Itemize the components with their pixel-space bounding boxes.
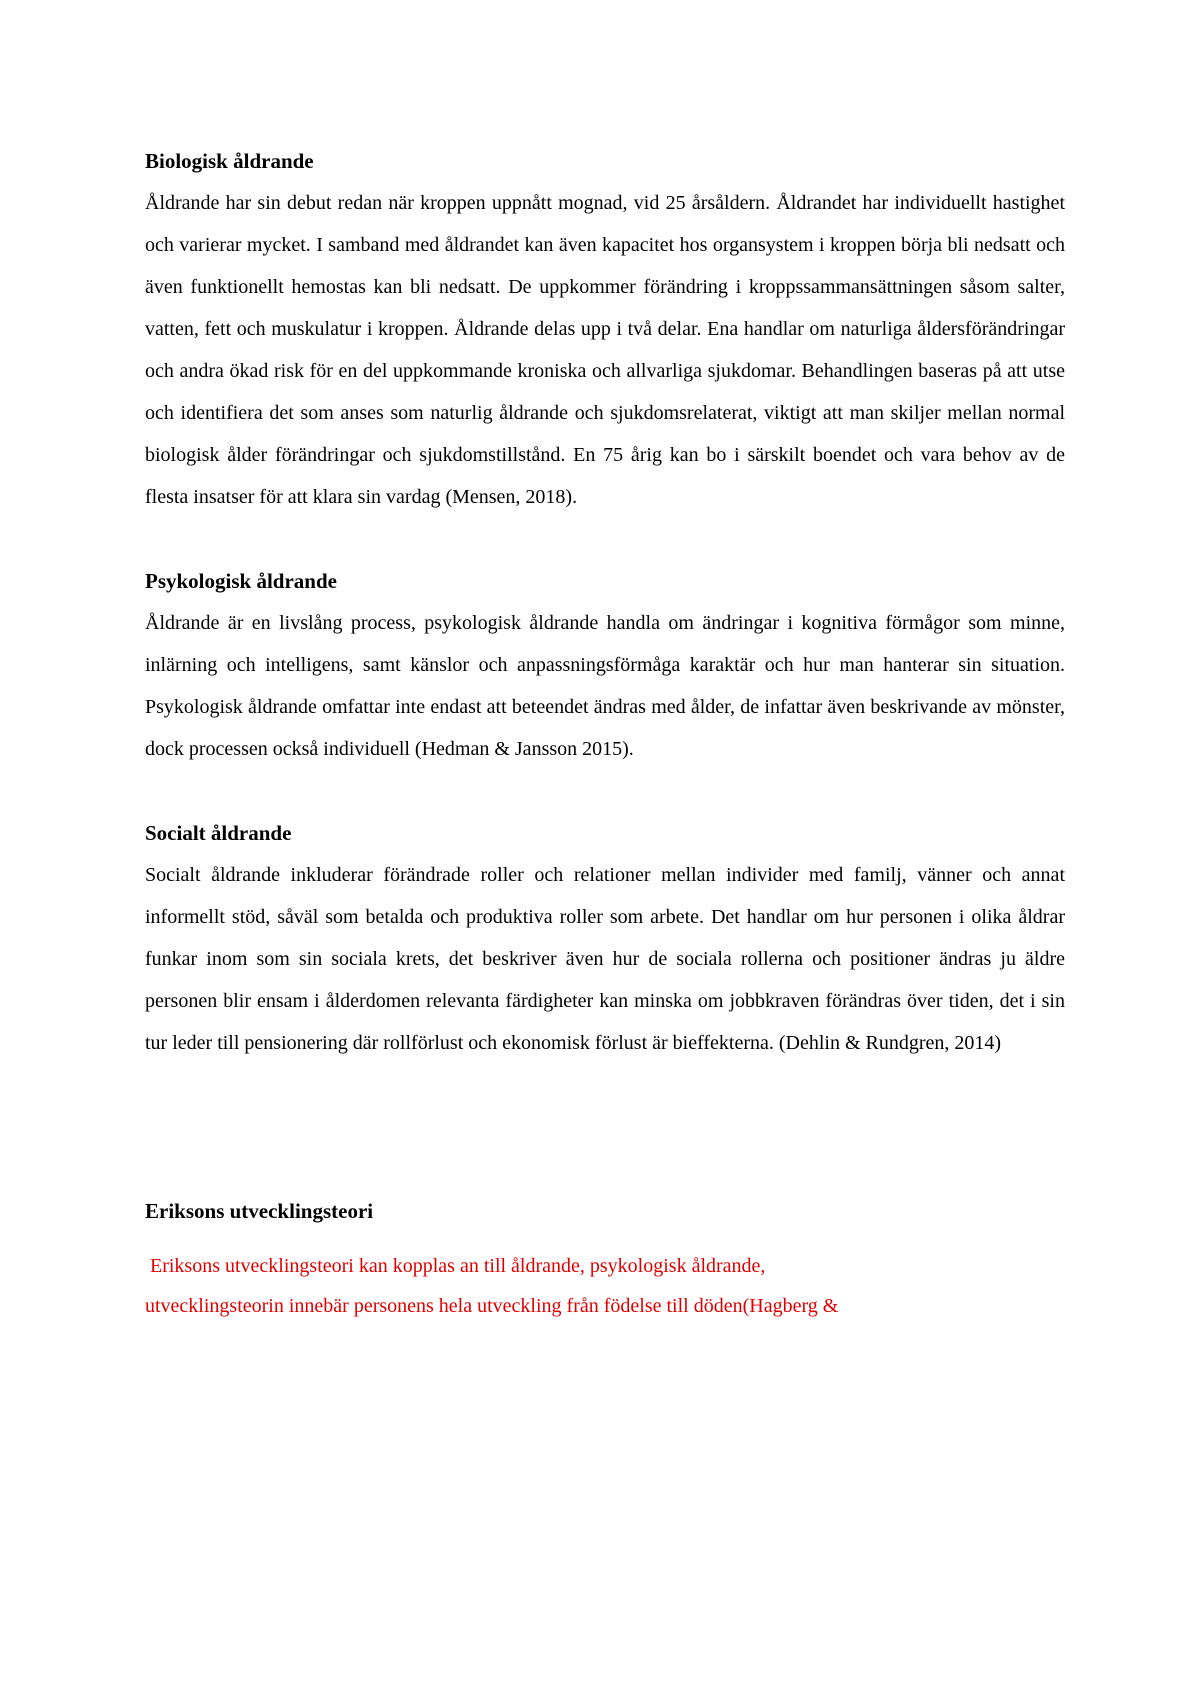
heading-eriksons-utvecklingsteori: Eriksons utvecklingsteori — [145, 1199, 374, 1223]
spacer — [145, 518, 1065, 560]
paragraph-eriksons-line-1: Eriksons utvecklingsteori kan kopplas an till åldrande, psykologisk åldrande, — [145, 1255, 766, 1277]
paragraph-eriksons-line-2: utvecklingsteorin innebär personens hela utveckling från födelse till döden(Hagberg & — [145, 1295, 839, 1317]
document-page — [145, 140, 1065, 1326]
heading-psykologisk-aldrande: Psykologisk åldrande — [145, 569, 337, 593]
heading-biologisk-aldrande: Biologisk åldrande — [145, 149, 314, 173]
paragraph-socialt-aldrande: Socialt åldrande inkluderar förändrade roller och relationer mellan individer med familj, vänner och annat informellt stöd, såväl som betalda och produktiva roller som arbete. Det handlar om hur personen i olika åldrar funkar inom som sin sociala krets, det beskriver även hur de sociala rollerna och positioner ändras ju äldre personen blir ensam i ålderdomen relevanta färdigheter kan minska om jobbkraven förändras över tiden, det i sin tur leder till pensionering där rollförlust och ekonomisk förlust är bieffekterna. (Dehlin & Rundgren, 2014) — [145, 864, 1065, 1054]
spacer — [145, 770, 1065, 812]
paragraph-biologisk-aldrande: Åldrande har sin debut redan när kroppen uppnått mognad, vid 25 årsåldern. Åldrandet har individuellt hastighet och varierar mycket. I samband med åldrandet kan även kapacitet hos organsystem i kroppen börja bli nedsatt och även funktionellt hemostas kan bli nedsatt. De uppkommer förändring i kroppssammansättningen såsom salter, vatten, fett och muskulatur i kroppen. Åldrande delas upp i två delar. Ena handlar om naturliga åldersförändringar och andra ökad risk för en del uppkommande kroniska och allvarliga sjukdomar. Behandlingen baseras på att utse och identifiera det som anses som naturlig åldrande och sjukdomsrelaterat, viktigt att man skiljer mellan normal biologisk ålder förändringar och sjukdomstillstånd. En 75 årig kan bo i särskilt boendet och vara behov av de flesta insatser för att klara sin vardag (Mensen, 2018). — [145, 192, 1065, 508]
paragraph-psykologisk-aldrande: Åldrande är en livslång process, psykologisk åldrande handla om ändringar i kognitiva förmågor som minne, inlärning och intelligens, samt känslor och anpassningsförmåga karaktär och hur man hanterar sin situation. Psykologisk åldrande omfattar inte endast att beteendet ändras med ålder, de infattar även beskrivande av mönster, dock processen också individuell (Hedman & Jansson 2015). — [145, 612, 1065, 760]
heading-socialt-aldrande: Socialt åldrande — [145, 821, 292, 845]
spacer — [145, 1064, 1065, 1190]
spacer — [145, 1232, 1065, 1246]
